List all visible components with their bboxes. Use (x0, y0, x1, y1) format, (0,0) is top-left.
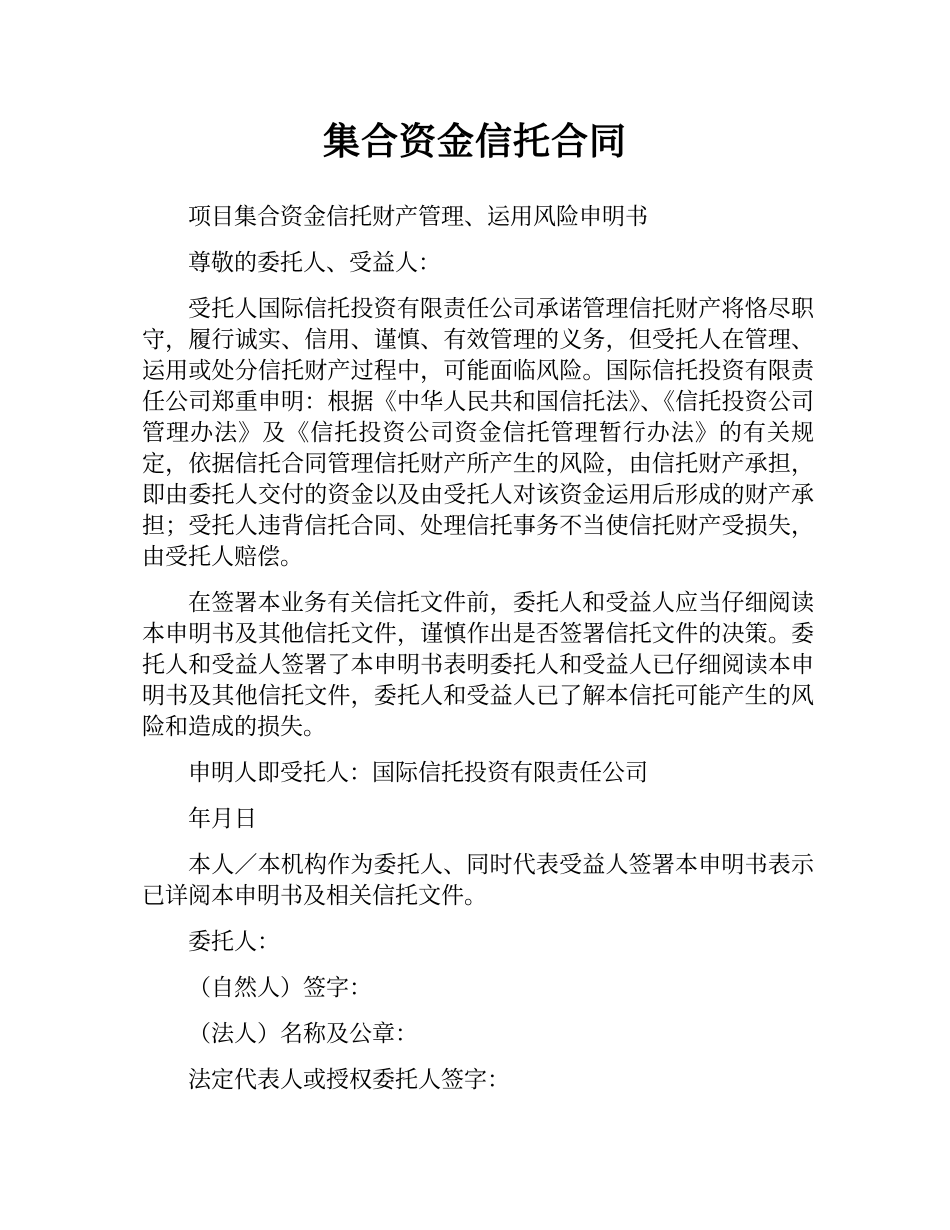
document-title: 集合资金信托合同 (323, 120, 627, 163)
trustor-label: 委托人： (188, 929, 280, 955)
legal-representative-signature-line: 法定代表人或授权委托人签字： (188, 1067, 510, 1093)
legal-person-seal-line: （法人）名称及公章： (188, 1021, 418, 1047)
declarant-line: 申明人即受托人：国际信托投资有限责任公司 (188, 760, 648, 786)
acknowledgement-paragraph: 本人／本机构作为委托人、同时代表受益人签署本申明书表示已详阅本申明书及相关信托文件。 (142, 852, 814, 909)
salutation: 尊敬的委托人、受益人： (188, 250, 441, 276)
date-line: 年月日 (188, 806, 257, 832)
trustee-commitment-paragraph: 受托人国际信托投资有限责任公司承诺管理信托财产将恪尽职守，履行诚实、信用、谨慎、有效管理的义务，但受托人在管理、运用或处分信托财产过程中，可能面临风险。国际信托投资有限责任公司郑重申明：根据《中华人民共和国信托法》、《信托投资公司管理办法》及《信托投资公司资金信托管理暂行办法》的有关规定，依据信托合同管理信托财产所产生的风险，由信托财产承担，即由委托人交付的资金以及由受托人对该资金运用后形成的财产承担；受托人违背信托合同、处理信托事务不当使信托财产受损失，由受托人赔偿。 (142, 296, 814, 570)
statement-heading: 项目集合资金信托财产管理、运用风险申明书 (188, 204, 648, 230)
document-body (142, 202, 814, 1111)
natural-person-signature-line: （自然人）签字： (188, 975, 372, 1001)
signing-notice-paragraph: 在签署本业务有关信托文件前，委托人和受益人应当仔细阅读本申明书及其他信托文件，谨慎作出是否签署信托文件的决策。委托人和受益人签署了本申明书表明委托人和受益人已仔细阅读本申明书及其他信托文件，委托人和受益人已了解本信托可能产生的风险和造成的损失。 (142, 590, 814, 740)
